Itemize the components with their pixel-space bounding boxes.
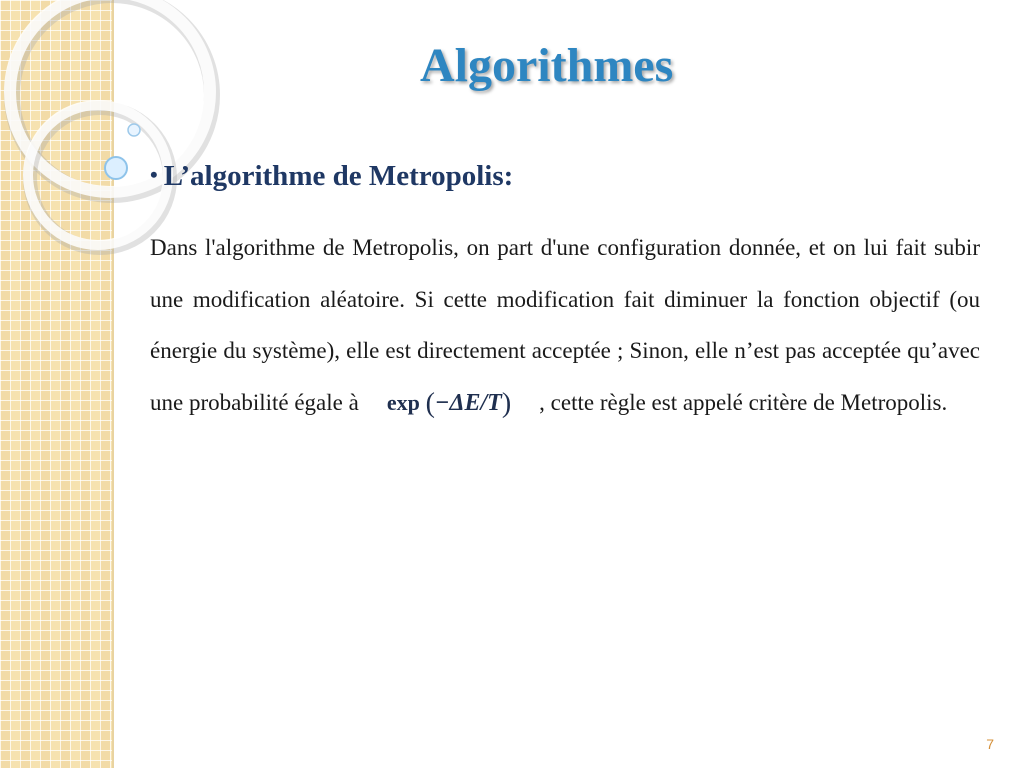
formula-function: exp — [386, 389, 420, 415]
page-number: 7 — [986, 736, 994, 752]
body-paragraph — [150, 222, 980, 429]
bubble-large — [105, 157, 127, 179]
bullet-heading — [150, 160, 513, 193]
formula-close-paren: ) — [501, 387, 512, 419]
probability-formula — [387, 377, 511, 430]
paragraph-part-1: Dans l'algorithme de Metropolis, on part d'une configuration donnée, et on lui fait subir une modification aléatoire. Si cette modification fait diminuer la fonction objectif (ou énergie du système), elle est directement acceptée ; Sinon, elle n’est pas acceptée qu’avec une probabilité égale à — [150, 235, 980, 415]
formula-open-paren: ( — [425, 387, 435, 419]
bullet-marker: • — [150, 162, 158, 187]
bubble-small — [128, 124, 140, 136]
bullet-heading-text: L’algorithme de Metropolis: — [163, 160, 514, 192]
paragraph-part-2: , cette règle est appelé critère de Metropolis. — [539, 389, 948, 415]
formula-expression: −ΔE/T — [434, 389, 502, 416]
page-title: Algorithmes — [420, 39, 674, 92]
